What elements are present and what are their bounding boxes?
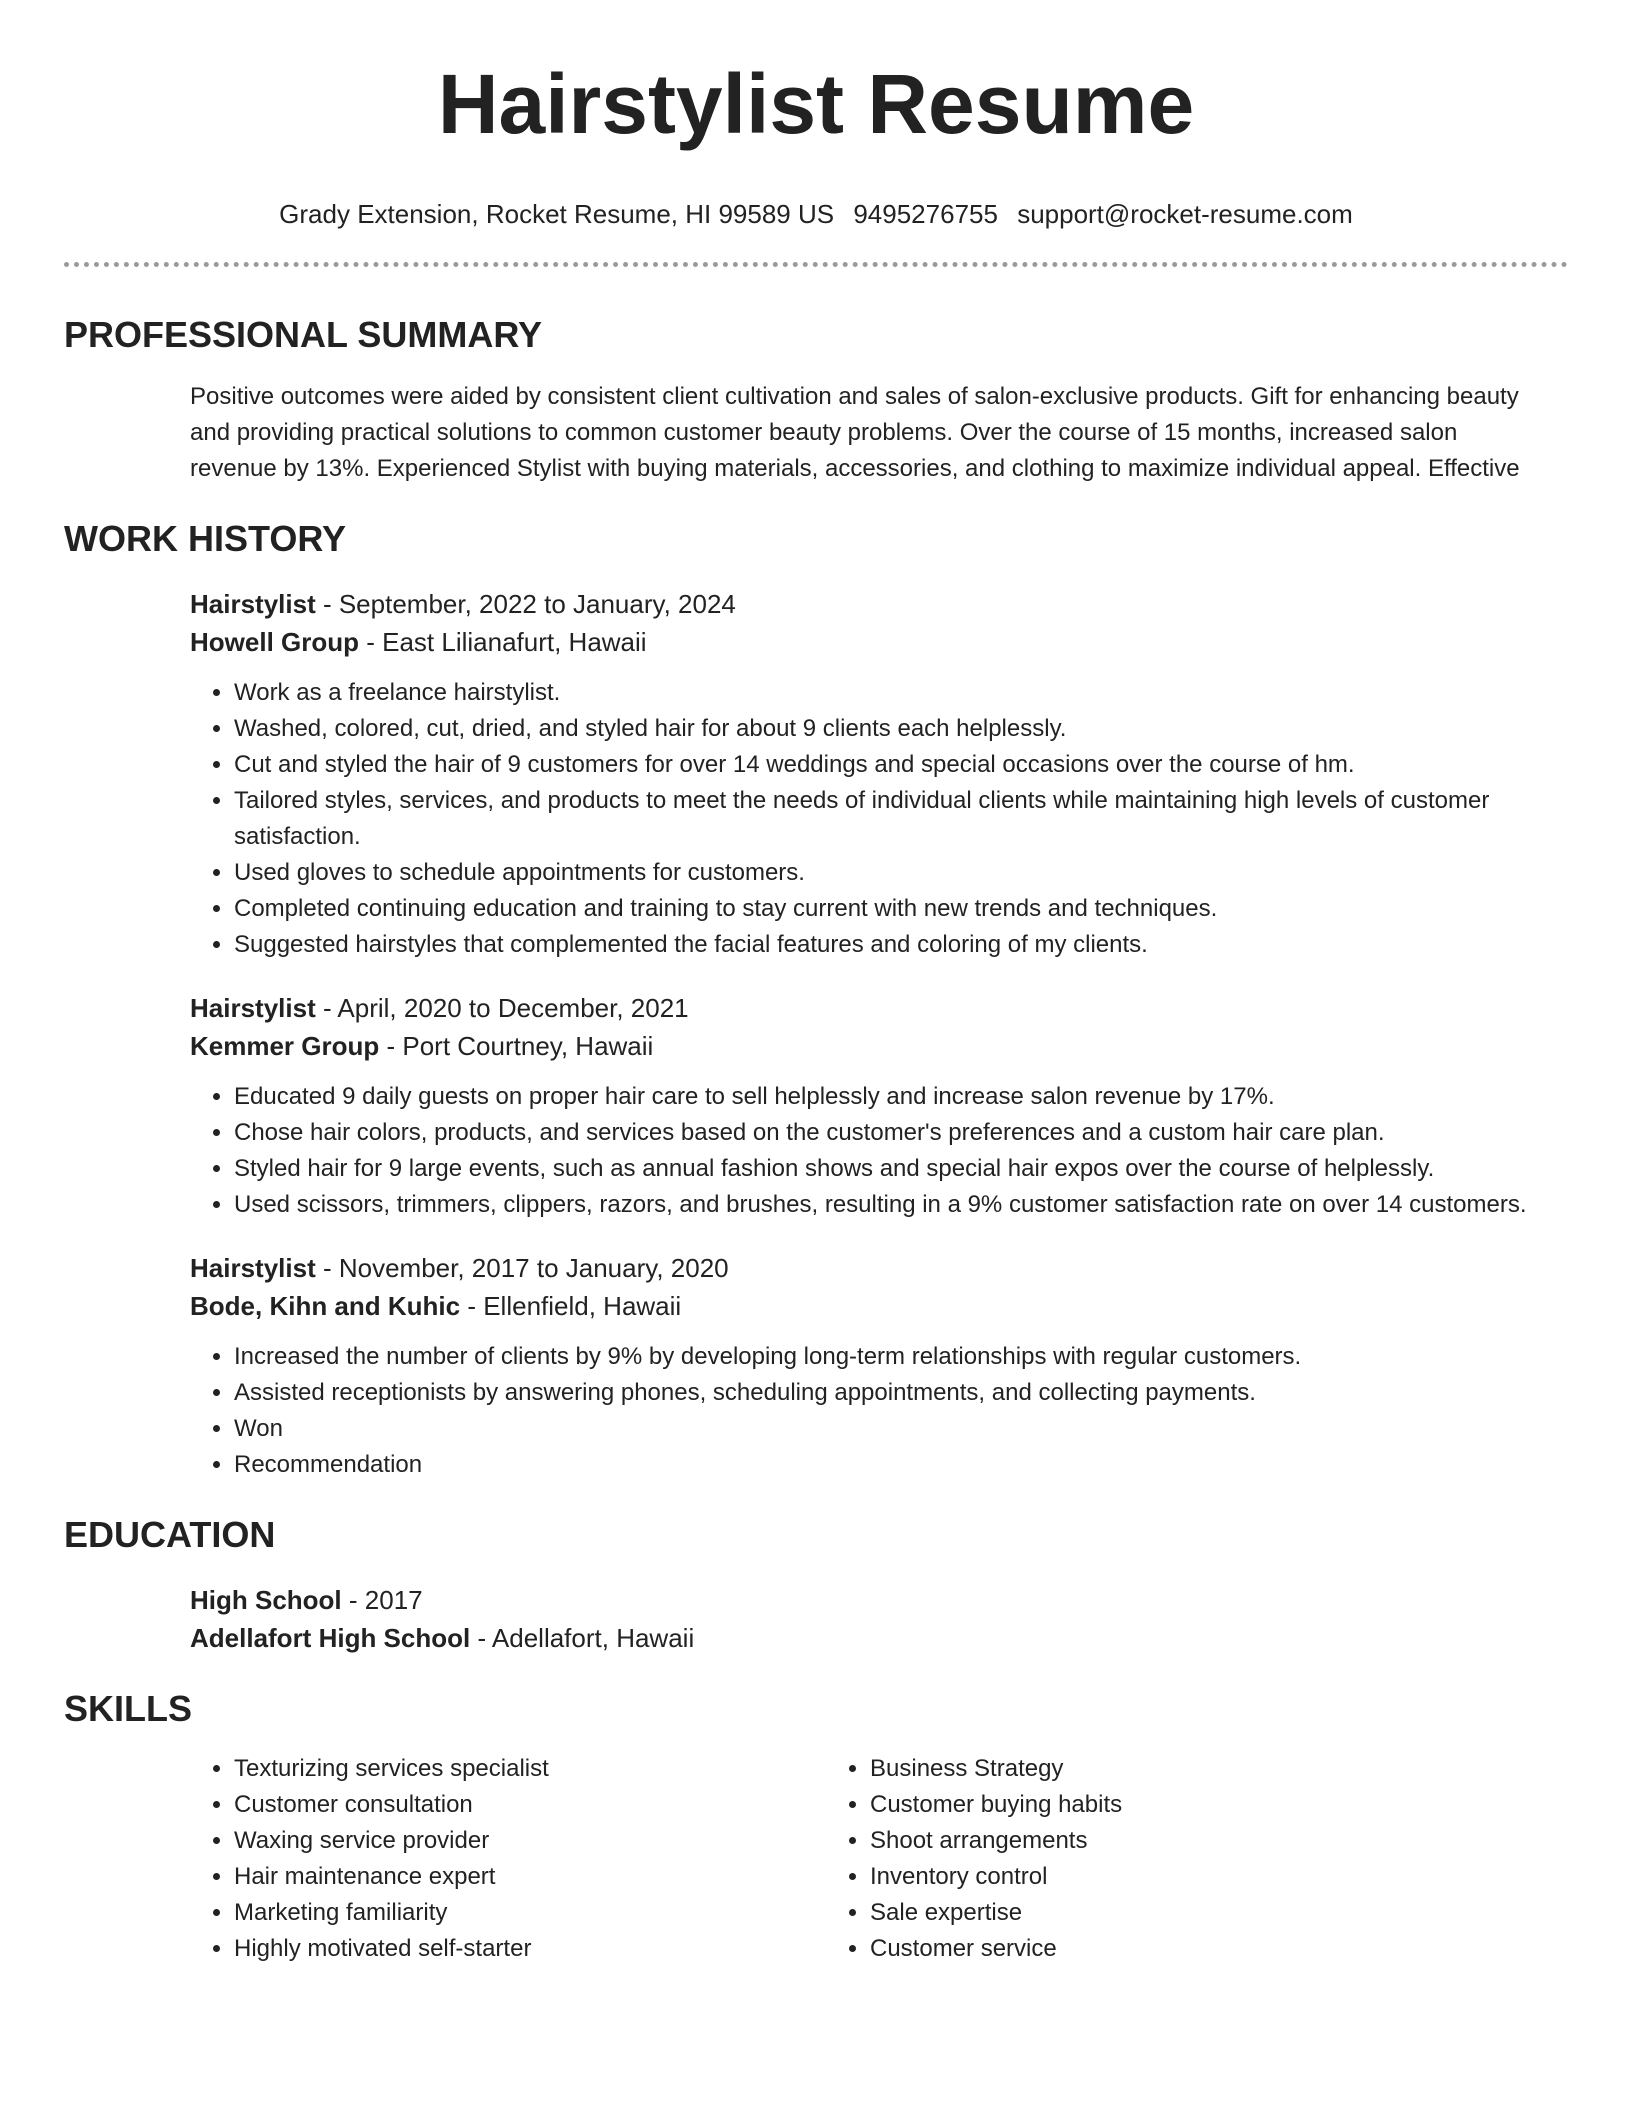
job-bullet: • Assisted receptionists by answering phones, scheduling appointments, and collecting payments. [234, 1375, 1568, 1411]
contact-line [64, 198, 1568, 230]
job-bullet: • Chose hair colors, products, and services based on the customer's preferences and a custom hair care plan. [234, 1115, 1568, 1151]
skill-item: • Customer service [870, 1931, 1462, 1967]
job-title-line [190, 585, 1568, 623]
job-dates: - November, 2017 to January, 2020 [315, 1253, 729, 1283]
job-dates: - April, 2020 to December, 2021 [315, 993, 689, 1023]
job-location: - Ellenfield, Hawaii [460, 1291, 682, 1321]
job-bullet: • Cut and styled the hair of 9 customers for over 14 weddings and special occasions over the course of hm. [234, 747, 1568, 783]
job-company: Kemmer Group [190, 1031, 380, 1061]
job-location: - East Lilianafurt, Hawaii [359, 627, 647, 657]
education-section [64, 1513, 1568, 1657]
job-bullet: • Tailored styles, services, and products to meet the needs of individual clients while maintaining high levels of customer satisfaction. [234, 783, 1568, 855]
header-divider [64, 262, 1568, 267]
job-bullet: • Suggested hairstyles that complemented the facial features and coloring of my clients. [234, 927, 1568, 963]
job-title: Hairstylist [190, 993, 316, 1023]
job-company: Bode, Kihn and Kuhic [190, 1291, 461, 1321]
job-bullet: • Used scissors, trimmers, clippers, razors, and brushes, resulting in a 9% customer satisfaction rate on over 14 customers. [234, 1187, 1568, 1223]
skill-item: • Customer consultation [234, 1787, 826, 1823]
work-history-heading: WORK HISTORY [64, 518, 347, 559]
education-heading: EDUCATION [64, 1514, 276, 1555]
skill-item: • Customer buying habits [870, 1787, 1462, 1823]
skills-heading: SKILLS [64, 1688, 193, 1729]
skill-item: • Shoot arrangements [870, 1823, 1462, 1859]
job-title: Hairstylist [190, 1253, 316, 1283]
education-entry [190, 1581, 1568, 1657]
job-title: Hairstylist [190, 589, 316, 619]
job-title-line [190, 1249, 1568, 1287]
skill-item: • Sale expertise [870, 1895, 1462, 1931]
skill-item: • Hair maintenance expert [234, 1859, 826, 1895]
contact-address: Grady Extension, Rocket Resume, HI 99589 US [279, 199, 835, 229]
job-bullet: • Work as a freelance hairstylist. [234, 675, 1568, 711]
education-school: Adellafort High School [190, 1623, 471, 1653]
resume-title: Hairstylist Resume [437, 57, 1195, 151]
skill-item: • Inventory control [870, 1859, 1462, 1895]
job-location: - Port Courtney, Hawaii [379, 1031, 654, 1061]
skill-item: • Waxing service provider [234, 1823, 826, 1859]
education-year: - 2017 [341, 1585, 423, 1615]
skill-item: • Texturizing services specialist [234, 1751, 826, 1787]
job-bullet: • Used gloves to schedule appointments for customers. [234, 855, 1568, 891]
job-bullet: • Won [234, 1411, 1568, 1447]
job-company-line [190, 1287, 1568, 1325]
job-entry [190, 585, 1568, 963]
work-history-section [64, 517, 1568, 1483]
education-location: - Adellafort, Hawaii [470, 1623, 695, 1653]
contact-email: support@rocket-resume.com [1017, 199, 1353, 229]
job-bullets [190, 675, 1568, 963]
skill-item: • Marketing familiarity [234, 1895, 826, 1931]
job-bullets [190, 1339, 1568, 1483]
skills-column-left [190, 1751, 826, 1967]
job-bullet: • Styled hair for 9 large events, such as annual fashion shows and special hair expos over the course of helplessly. [234, 1151, 1568, 1187]
job-bullet: • Completed continuing education and training to stay current with new trends and techniques. [234, 891, 1568, 927]
job-bullet: • Recommendation [234, 1447, 1568, 1483]
skill-item: • Business Strategy [870, 1751, 1462, 1787]
job-entry [190, 989, 1568, 1223]
job-company-line [190, 1027, 1568, 1065]
job-list [64, 585, 1568, 1483]
job-bullet: • Washed, colored, cut, dried, and styled hair for about 9 clients each helplessly. [234, 711, 1568, 747]
job-company-line [190, 623, 1568, 661]
skills-columns [190, 1751, 1568, 1967]
skills-column-right [826, 1751, 1462, 1967]
education-degree-line [190, 1581, 1568, 1619]
summary-section [64, 313, 1568, 487]
skill-item: • Highly motivated self-starter [234, 1931, 826, 1967]
contact-phone: 9495276755 [853, 199, 998, 229]
job-dates: - September, 2022 to January, 2024 [315, 589, 736, 619]
job-bullets [190, 1079, 1568, 1223]
skills-section [64, 1687, 1568, 1967]
education-degree: High School [190, 1585, 342, 1615]
job-company: Howell Group [190, 627, 359, 657]
summary-text: Positive outcomes were aided by consistent client cultivation and sales of salon-exclusive products. Gift for enhancing beauty and providing practical solutions to common customer beauty problems. Over the course of 15 months, increased salon revenue by 13%. Experienced Stylist with buying materials, accessories, and clothing to maximize individual appeal. Effective [190, 383, 1520, 482]
job-entry [190, 1249, 1568, 1483]
job-bullet: • Educated 9 daily guests on proper hair care to sell helplessly and increase salon revenue by 17%. [234, 1079, 1568, 1115]
job-bullet: • Increased the number of clients by 9% by developing long-term relationships with regular customers. [234, 1339, 1568, 1375]
education-school-line [190, 1619, 1568, 1657]
summary-heading: PROFESSIONAL SUMMARY [64, 314, 543, 355]
job-title-line [190, 989, 1568, 1027]
